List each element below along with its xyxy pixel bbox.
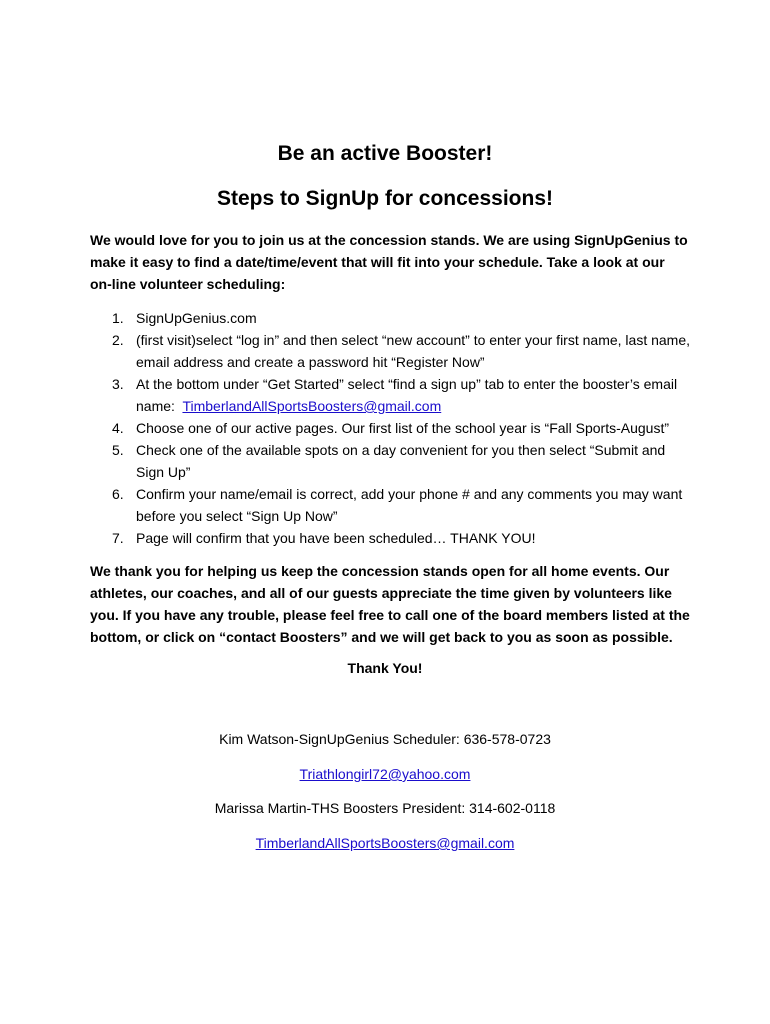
step-number: 1. (112, 310, 124, 326)
step-item-2 (90, 329, 690, 373)
step-item-7 (90, 527, 690, 549)
page-title: Be an active Booster! (277, 142, 493, 165)
intro-paragraph: We would love for you to join us at the concession stands. We are using SignUpGenius to make it easy to find a date/time/event that will fit into your schedule. Take a look at our on-line volunteer scheduling: (90, 232, 688, 292)
step-number: 7. (112, 530, 124, 546)
page-subtitle: Steps to SignUp for concessions! (216, 187, 554, 210)
scheduler-email-link[interactable]: Triathlongirl72@yahoo.com (299, 766, 471, 782)
step-text: Page will confirm that you have been scheduled… THANK YOU! (136, 530, 536, 546)
steps-list (90, 307, 690, 549)
step-text: Choose one of our active pages. Our first list of the school year is “Fall Sports-August” (136, 420, 670, 436)
step-item-4 (90, 417, 690, 439)
president-contact: Marissa Martin-THS Boosters President: 314-602-0118 (214, 800, 556, 816)
step-number: 5. (112, 442, 124, 458)
step-text: Check one of the available spots on a day convenient for you then select “Submit and Sign Up” (136, 442, 666, 480)
step-number: 3. (112, 376, 124, 392)
scheduler-contact: Kim Watson-SignUpGenius Scheduler: 636-578-0723 (219, 731, 551, 747)
boosters-email-row (0, 835, 770, 851)
step-item-5 (90, 439, 690, 483)
boosters-email-link[interactable]: TimberlandAllSportsBoosters@gmail.com (182, 398, 442, 414)
step-item-6 (90, 483, 690, 527)
boosters-contact-email-link[interactable]: TimberlandAllSportsBoosters@gmail.com (255, 835, 515, 851)
step-text: Confirm your name/email is correct, add your phone # and any comments you may want before you select “Sign Up Now” (136, 486, 683, 524)
step-number: 4. (112, 420, 124, 436)
step-item-3 (90, 373, 690, 417)
step-text: (first visit)select “log in” and then select “new account” to enter your first name, last name, email address and create a password hit “Register Now” (136, 332, 691, 370)
thank-you-text: Thank You! (347, 660, 423, 676)
step-item-1 (90, 307, 690, 329)
step-text: At the bottom under “Get Started” select “find a sign up” tab to enter the booster’s email name: (136, 376, 678, 414)
step-number: 6. (112, 486, 124, 502)
scheduler-email-row (0, 766, 770, 782)
step-text: SignUpGenius.com (136, 310, 257, 326)
step-number: 2. (112, 332, 124, 348)
closing-paragraph: We thank you for helping us keep the concession stands open for all home events. Our athletes, our coaches, and all of our guests appreciate the time given by volunteers like you. If you have any trouble, please feel free to call one of the board members listed at the bottom, or click on “contact Boosters” and we will get back to you as soon as possible. (90, 563, 690, 645)
